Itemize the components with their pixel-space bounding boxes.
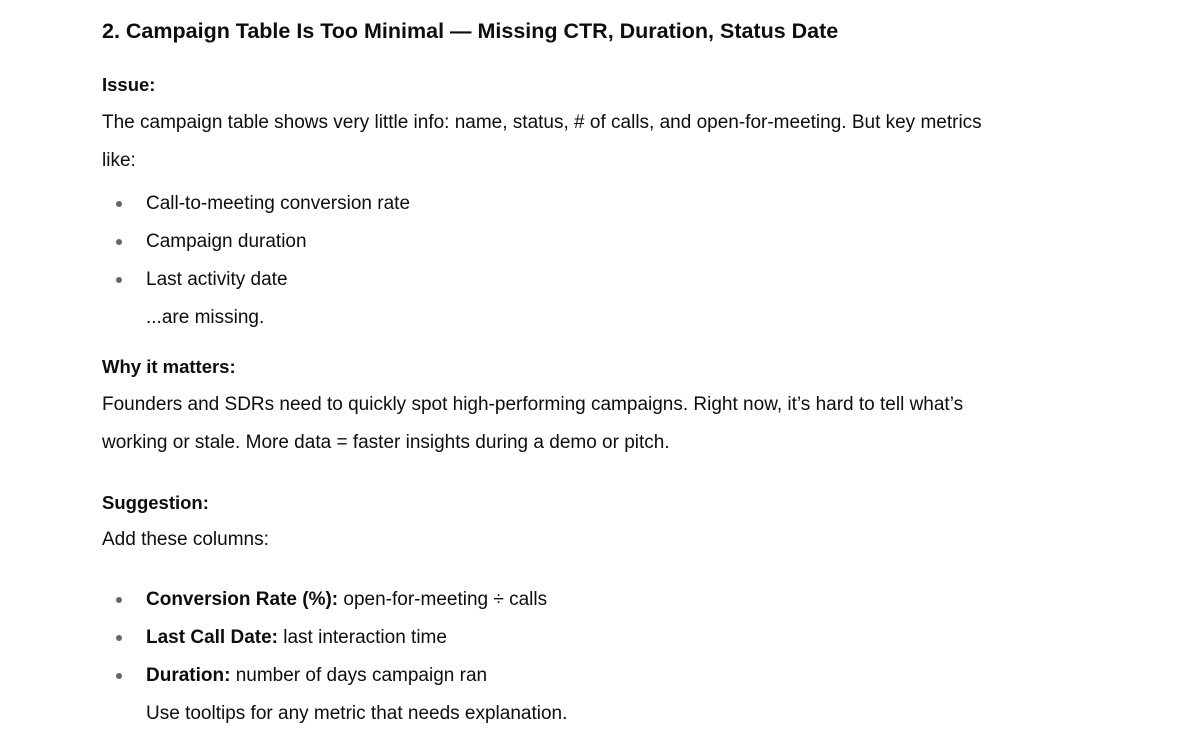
list-item-desc: last interaction time bbox=[277, 627, 447, 648]
list-item-text: Call-to-meeting conversion rate bbox=[146, 193, 411, 214]
why-text-line-1: Founders and SDRs need to quickly spot high-performing campaigns. Right now, it’s hard to tell what’s bbox=[102, 394, 964, 415]
list-item bbox=[102, 223, 410, 261]
bullet-icon bbox=[116, 277, 122, 283]
list-item-desc: open-for-meeting ÷ calls bbox=[338, 589, 548, 610]
bullet-icon bbox=[116, 239, 122, 245]
list-item-text: Last activity date bbox=[146, 269, 288, 290]
why-label: Why it matters: bbox=[102, 356, 236, 377]
list-item bbox=[102, 261, 410, 299]
issue-label: Issue: bbox=[102, 74, 156, 95]
suggestion-bullet-list bbox=[102, 581, 547, 695]
bullet-icon bbox=[116, 597, 122, 603]
section-heading: 2. Campaign Table Is Too Minimal — Missing CTR, Duration, Status Date bbox=[102, 19, 839, 43]
why-text-line-2: working or stale. More data = faster insights during a demo or pitch. bbox=[102, 432, 670, 453]
list-item bbox=[102, 581, 547, 619]
list-item-term: Duration: bbox=[146, 665, 231, 686]
suggestion-continuation: Use tooltips for any metric that needs explanation. bbox=[146, 703, 568, 724]
list-item-term: Last Call Date: bbox=[146, 627, 278, 648]
list-item bbox=[102, 185, 410, 223]
bullet-icon bbox=[116, 673, 122, 679]
suggestion-text: Add these columns: bbox=[102, 529, 269, 550]
list-item bbox=[102, 657, 547, 695]
bullet-icon bbox=[116, 635, 122, 641]
issue-text-line-2: like: bbox=[102, 150, 136, 171]
issue-text-line-1: The campaign table shows very little info: name, status, # of calls, and open-for-meeting. But key metrics bbox=[102, 112, 982, 133]
suggestion-label: Suggestion: bbox=[102, 492, 209, 513]
issue-continuation: ...are missing. bbox=[146, 307, 265, 328]
list-item-term: Conversion Rate (%): bbox=[146, 589, 339, 610]
list-item-desc: number of days campaign ran bbox=[230, 665, 488, 686]
bullet-icon bbox=[116, 201, 122, 207]
list-item-text: Campaign duration bbox=[146, 231, 307, 252]
issue-bullet-list bbox=[102, 185, 410, 299]
list-item bbox=[102, 619, 547, 657]
